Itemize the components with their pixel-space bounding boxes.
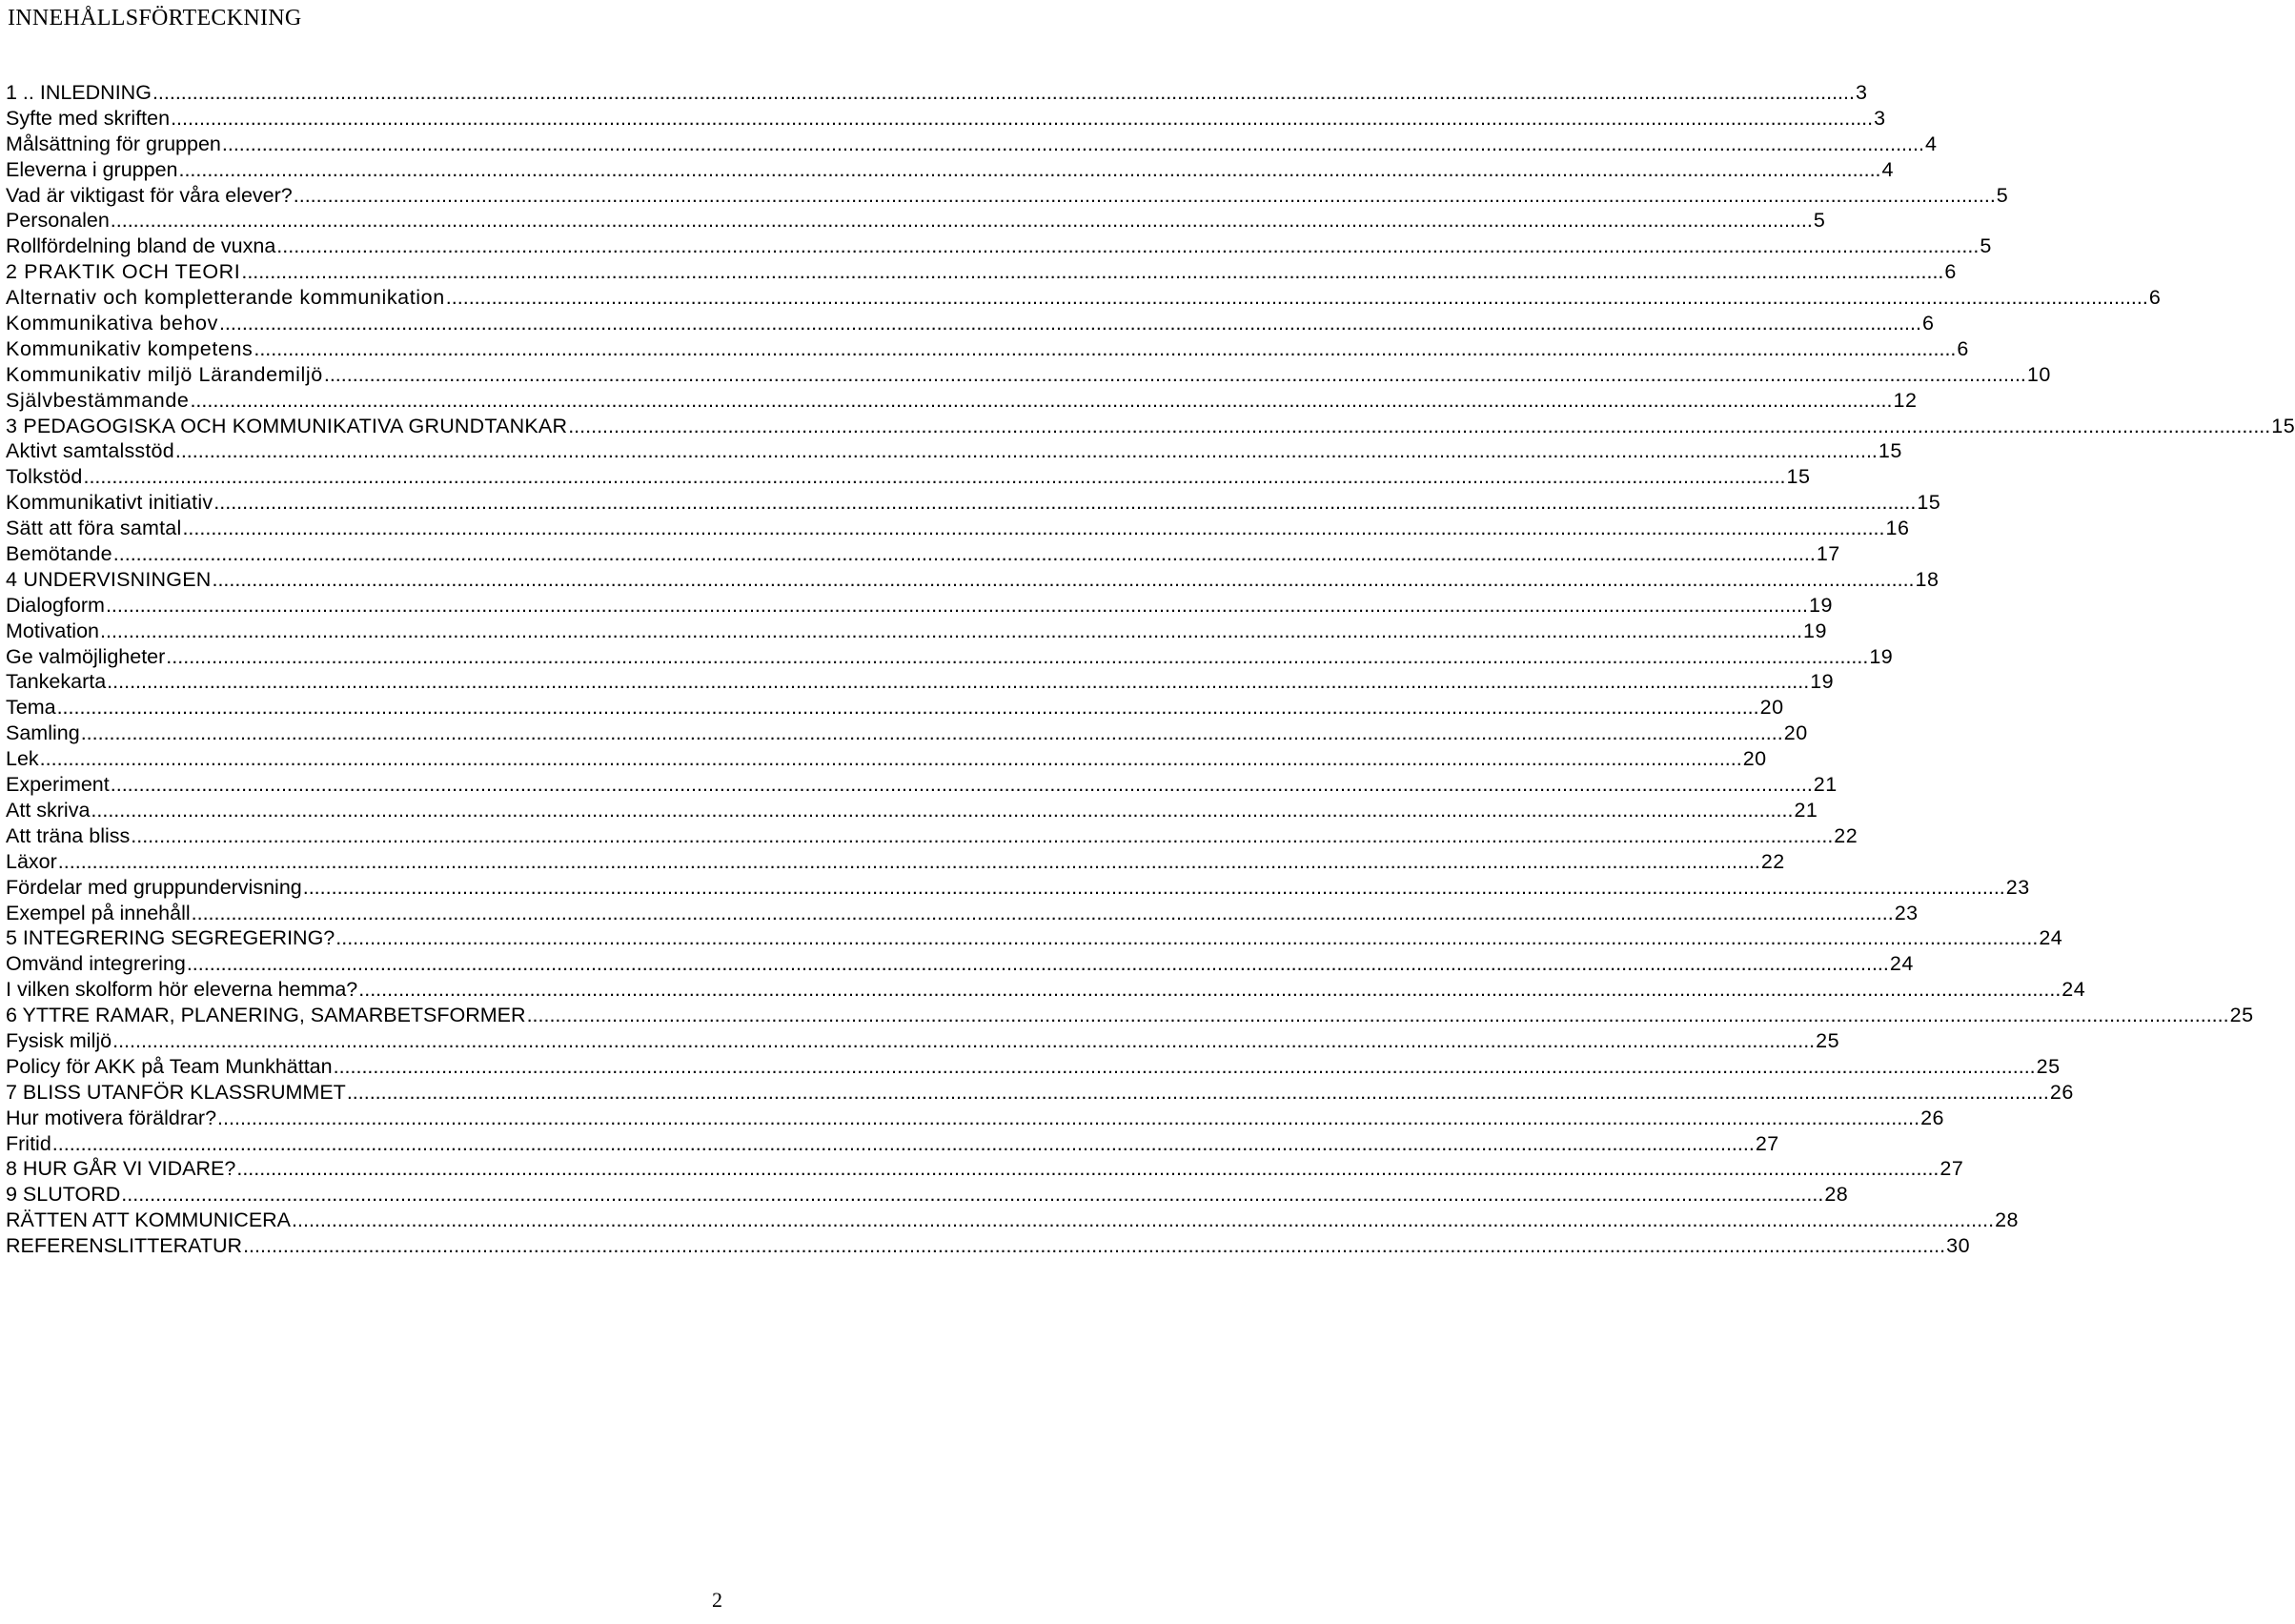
toc-entry-title: Ge valmöjligheter [6, 644, 166, 668]
toc-entry[interactable] [6, 977, 2086, 1003]
toc-leader-dots [334, 1054, 2036, 1080]
toc-entry-title: Att skriva [6, 798, 91, 822]
toc-entry[interactable] [6, 1182, 1849, 1208]
toc-entry-page: 19 [1810, 670, 1835, 694]
toc-leader-dots [182, 516, 1884, 541]
toc-entry[interactable] [6, 157, 1894, 183]
toc-entry-page: 15 [1917, 491, 1941, 515]
toc-entry-title: Målsättning för gruppen [6, 132, 221, 155]
toc-entry-title: Alternativ och kompletterande kommunikation [6, 286, 445, 310]
toc-entry-title: 8 HUR GÅR VI VIDARE? [6, 1157, 236, 1181]
toc-leader-dots [294, 183, 1996, 209]
toc-entry[interactable] [6, 1003, 2254, 1028]
toc-entry-title: Samling [6, 721, 80, 745]
toc-leader-dots [347, 1080, 2049, 1106]
toc-leader-dots [111, 772, 1813, 798]
toc-leader-dots [52, 1131, 1755, 1157]
toc-leader-dots [190, 388, 1892, 414]
toc-entry-page: 23 [2005, 875, 2030, 899]
toc-entry[interactable] [6, 1080, 2074, 1106]
toc-entry-title: I vilken skolform hör eleverna hemma? [6, 978, 358, 1002]
toc-entry-title: Eleverna i gruppen [6, 157, 178, 181]
toc-leader-dots [219, 311, 1921, 336]
toc-entry[interactable] [6, 567, 1940, 593]
toc-entry-page: 3 [1855, 81, 1868, 104]
toc-entry[interactable] [6, 1028, 1840, 1054]
toc-entry[interactable] [6, 619, 1827, 644]
toc-entry[interactable] [6, 593, 1833, 619]
toc-entry-page: 26 [1920, 1106, 1945, 1129]
toc-entry[interactable] [6, 901, 1919, 926]
toc-leader-dots [303, 875, 2005, 901]
toc-entry-page: 24 [2039, 926, 2063, 950]
toc-entry[interactable] [6, 695, 1784, 721]
toc-entry-page: 22 [1834, 823, 1858, 847]
page-number: 2 [712, 1588, 722, 1612]
toc-entry-title: 5 INTEGRERING SEGREGERING? [6, 926, 335, 950]
toc-leader-dots [243, 1233, 1945, 1259]
toc-entry[interactable] [6, 1131, 1779, 1157]
toc-leader-dots [241, 259, 1943, 285]
toc-entry-page: 21 [1813, 773, 1838, 797]
toc-entry[interactable] [6, 1054, 2061, 1080]
toc-entry-page: 5 [1813, 209, 1826, 233]
toc-entry-page: 6 [2148, 286, 2162, 310]
toc-entry[interactable] [6, 388, 1918, 414]
toc-entry-page: 23 [1894, 901, 1919, 924]
toc-entry-page: 19 [1803, 619, 1827, 642]
toc-entry[interactable] [6, 208, 1826, 233]
toc-entry[interactable] [6, 183, 2009, 209]
toc-leader-dots [100, 619, 1802, 644]
toc-entry-page: 17 [1816, 542, 1840, 566]
toc-entry[interactable] [6, 80, 1868, 106]
toc-entry-title: Läxor [6, 849, 57, 873]
toc-leader-dots [57, 695, 1759, 721]
toc-entry-title: Tolkstöd [6, 465, 83, 489]
toc-entry[interactable] [6, 1233, 1971, 1259]
toc-leader-dots [236, 1156, 1939, 1182]
toc-entry-title: Experiment [6, 773, 110, 797]
toc-leader-dots [131, 823, 1833, 849]
toc-leader-dots [446, 285, 2148, 311]
toc-entry[interactable] [6, 362, 2051, 388]
toc-leader-dots [276, 233, 1979, 259]
toc-entry[interactable] [6, 336, 1969, 362]
toc-leader-dots [178, 157, 1880, 183]
toc-entry-page: 20 [1783, 721, 1808, 745]
toc-entry-title: Policy för AKK på Team Munkhättan [6, 1054, 333, 1078]
toc-leader-dots [175, 438, 1878, 464]
toc-entry[interactable] [6, 849, 1785, 875]
toc-entry-page: 4 [1881, 157, 1894, 181]
toc-entry[interactable] [6, 259, 1957, 285]
toc-entry-page: 15 [1878, 439, 1902, 463]
toc-entry-title: Lek [6, 747, 39, 771]
toc-entry-title: Sätt att föra samtal [6, 517, 182, 540]
toc-entry-page: 24 [1889, 952, 1914, 976]
toc-entry[interactable] [6, 746, 1767, 772]
toc-leader-dots [40, 746, 1742, 772]
toc-leader-dots [91, 798, 1793, 823]
toc-leader-dots [112, 1028, 1815, 1054]
toc-entry-title: Fysisk miljö [6, 1028, 112, 1052]
toc-entry[interactable] [6, 798, 1818, 823]
toc-leader-dots [58, 849, 1760, 875]
toc-leader-dots [106, 593, 1808, 619]
toc-entry-title: 4 UNDERVISNINGEN [6, 567, 212, 591]
toc-leader-dots [83, 464, 1785, 490]
toc-entry-page: 18 [1915, 567, 1940, 591]
toc-entry-page: 6 [1957, 336, 1969, 360]
toc-entry-page: 19 [1809, 593, 1833, 617]
toc-entry-page: 15 [1786, 465, 1811, 489]
toc-entry-page: 3 [1874, 106, 1886, 130]
toc-entry-page: 30 [1946, 1234, 1971, 1258]
toc-leader-dots [111, 208, 1813, 233]
toc-leader-dots [166, 644, 1868, 670]
toc-entry[interactable] [6, 132, 1938, 157]
toc-leader-dots [192, 901, 1894, 926]
toc-leader-dots [358, 977, 2061, 1003]
toc-entry-page: 21 [1794, 798, 1818, 822]
toc-entry[interactable] [6, 516, 1910, 541]
toc-entry-page: 16 [1885, 517, 1910, 540]
toc-entry-title: 2 PRAKTIK OCH TEORI [6, 260, 241, 284]
toc-entry-page: 19 [1869, 644, 1894, 668]
toc-entry-page: 4 [1924, 132, 1938, 155]
toc-leader-dots [254, 336, 1956, 362]
toc-entry-title: 1 .. INLEDNING [6, 81, 152, 104]
toc-entry[interactable] [6, 823, 1858, 849]
toc-entry-title: Aktivt samtalsstöd [6, 439, 174, 463]
toc-entry[interactable] [6, 414, 2295, 439]
toc-entry-title: Självbestämmande [6, 388, 190, 412]
toc-entry[interactable] [6, 285, 2162, 311]
toc-entry[interactable] [6, 772, 1838, 798]
toc-leader-dots [212, 567, 1914, 593]
toc-entry-title: Tankekarta [6, 670, 107, 694]
toc-entry-page: 5 [1980, 234, 1992, 258]
toc-heading: INNEHÅLLSFÖRTECKNING [8, 6, 302, 30]
toc-entry-page: 25 [2036, 1054, 2061, 1078]
toc-entry[interactable] [6, 541, 1840, 567]
toc-entry-title: Dialogform [6, 593, 105, 617]
toc-entry-title: Fritid [6, 1131, 51, 1155]
toc-leader-dots [222, 132, 1924, 157]
toc-entry-title: REFERENSLITTERATUR [6, 1234, 243, 1258]
toc-entry-page: 27 [1940, 1157, 1964, 1181]
toc-entry-page: 12 [1893, 388, 1918, 412]
toc-entry-title: Motivation [6, 619, 99, 642]
toc-leader-dots [187, 951, 1889, 977]
toc-entry-title: 9 SLUTORD [6, 1183, 121, 1207]
toc-entry[interactable] [6, 644, 1894, 670]
toc-entry-title: 6 YTTRE RAMAR, PLANERING, SAMARBETSFORMER [6, 1004, 526, 1027]
toc-entry[interactable] [6, 951, 1914, 977]
toc-entry-title: Rollfördelning bland de vuxna [6, 234, 276, 258]
toc-entry-title: Syfte med skriften [6, 106, 171, 130]
toc-entry-title: 3 PEDAGOGISKA OCH KOMMUNIKATIVA GRUNDTANKAR [6, 414, 568, 437]
toc-entry[interactable] [6, 875, 2030, 901]
toc-entry-page: 25 [1816, 1028, 1840, 1052]
toc-entry[interactable] [6, 233, 1992, 259]
toc-entry-title: Kommunikativ miljö Lärandemiljö [6, 362, 323, 386]
toc-entry[interactable] [6, 438, 1902, 464]
toc-entry-title: Bemötande [6, 542, 112, 566]
toc-entry-page: 28 [1995, 1208, 2019, 1232]
toc-entry-page: 26 [2049, 1080, 2074, 1104]
toc-entry[interactable] [6, 669, 1835, 695]
toc-entry-title: RÄTTEN ATT KOMMUNICERA [6, 1208, 292, 1232]
toc-entry-title: Kommunikativt initiativ [6, 491, 213, 515]
toc-entry-page: 5 [1996, 183, 2009, 207]
toc-entry[interactable] [6, 1208, 2019, 1233]
toc-entry-title: Kommunikativ kompetens [6, 336, 254, 360]
toc-entry[interactable] [6, 490, 1941, 516]
toc-leader-dots [217, 1106, 1919, 1131]
toc-leader-dots [324, 362, 2026, 388]
toc-entry-title: Personalen [6, 209, 110, 233]
toc-entry[interactable] [6, 106, 1886, 132]
toc-entry-title: Vad är viktigast för våra elever? [6, 183, 293, 207]
toc-entry-page: 22 [1760, 849, 1785, 873]
toc-leader-dots [107, 669, 1809, 695]
toc-entry-title: 7 BLISS UTANFÖR KLASSRUMMET [6, 1080, 346, 1104]
toc-entry-page: 28 [1824, 1183, 1849, 1207]
toc-leader-dots [527, 1003, 2229, 1028]
toc-entry-page: 20 [1742, 747, 1767, 771]
toc-leader-dots [568, 414, 2270, 439]
toc-entry[interactable] [6, 464, 1811, 490]
toc-leader-dots [171, 106, 1873, 132]
toc-leader-dots [81, 721, 1783, 746]
toc-entry-page: 15 [2271, 414, 2295, 437]
toc-entry-page: 6 [1921, 312, 1935, 335]
toc-entry-title: Exempel på innehåll [6, 901, 191, 924]
toc-entry-page: 20 [1759, 696, 1784, 720]
toc-leader-dots [113, 541, 1816, 567]
toc-leader-dots [152, 80, 1855, 106]
toc-entry[interactable] [6, 311, 1935, 336]
toc-entry-page: 24 [2061, 978, 2086, 1002]
toc-entry[interactable] [6, 925, 2063, 951]
toc-entry[interactable] [6, 1156, 1964, 1182]
toc-entry-title: Att träna bliss [6, 823, 131, 847]
toc-leader-dots [213, 490, 1916, 516]
toc-list [6, 80, 2295, 1259]
toc-leader-dots [292, 1208, 1994, 1233]
toc-entry-page: 10 [2026, 362, 2051, 386]
toc-entry[interactable] [6, 721, 1808, 746]
toc-entry-page: 27 [1755, 1131, 1779, 1155]
toc-leader-dots [335, 925, 2038, 951]
toc-leader-dots [121, 1182, 1823, 1208]
toc-entry-page: 25 [2229, 1004, 2254, 1027]
toc-entry[interactable] [6, 1106, 1945, 1131]
toc-entry-title: Kommunikativa behov [6, 312, 218, 335]
toc-entry-title: Hur motivera föräldrar? [6, 1106, 217, 1129]
toc-entry-title: Omvänd integrering [6, 952, 186, 976]
toc-entry-page: 6 [1944, 260, 1957, 284]
toc-entry-title: Tema [6, 696, 56, 720]
toc-entry-title: Fördelar med gruppundervisning [6, 875, 302, 899]
